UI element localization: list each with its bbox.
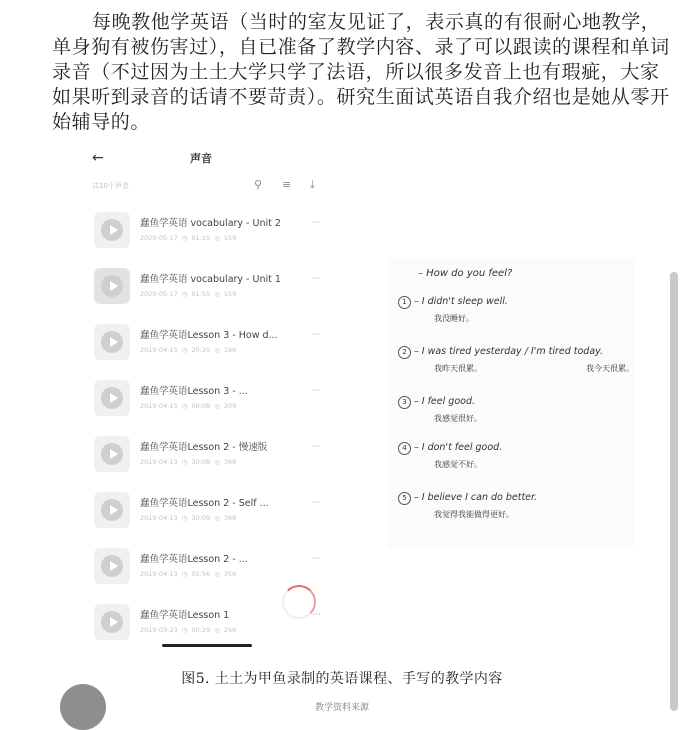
more-icon[interactable]: ···	[312, 274, 321, 284]
note-number: 5	[398, 492, 411, 505]
more-icon[interactable]: ···	[312, 386, 321, 396]
clock-icon: ◷	[181, 570, 188, 578]
track-plays: 368	[223, 514, 237, 522]
track-plays: 356	[223, 570, 237, 578]
track-meta	[140, 346, 240, 354]
track-duration: 06:08	[191, 402, 211, 410]
play-button[interactable]	[94, 436, 130, 472]
caption-subline: 教学资料来源	[314, 703, 369, 713]
track-name: 蠢鱼学英语Lesson 1	[140, 610, 230, 621]
note-english: – I believe I can do better.	[414, 492, 538, 503]
track-name: 蠢鱼学英语 vocabulary - Unit 2	[140, 218, 281, 229]
track-row[interactable]	[78, 206, 340, 254]
play-icon	[101, 499, 123, 521]
note-english: – I feel good.	[414, 396, 475, 407]
track-date: 2020-05-17	[140, 290, 178, 298]
track-plays: 159	[223, 290, 237, 298]
track-date: 2020-05-17	[140, 234, 178, 242]
play-button[interactable]	[94, 324, 130, 360]
play-icon	[101, 387, 123, 409]
note-number: 1	[398, 296, 411, 309]
track-duration: 20:20	[191, 346, 211, 354]
notes-question: – How do you feel?	[418, 268, 513, 279]
clock-icon: ◷	[181, 458, 188, 466]
more-icon[interactable]: ···	[312, 610, 321, 620]
headphone-icon: ◎	[214, 402, 220, 410]
track-row[interactable]	[78, 318, 340, 366]
headphone-icon: ◎	[214, 290, 220, 298]
track-meta	[140, 234, 240, 242]
track-name: 蠢鱼学英语Lesson 2 - 慢速版	[140, 442, 268, 453]
play-icon	[101, 611, 123, 633]
play-button[interactable]	[94, 268, 130, 304]
home-indicator	[162, 644, 252, 647]
headphone-icon: ◎	[214, 458, 220, 466]
note-chinese: 我没睡好。	[434, 314, 474, 323]
track-name: 蠢鱼学英语Lesson 3 - ...	[140, 386, 248, 397]
screen-title: 声音	[190, 152, 212, 165]
note-number: 3	[398, 396, 411, 409]
clock-icon: ◷	[181, 402, 188, 410]
note-chinese: 我觉得我能做得更好。	[434, 510, 514, 519]
headphone-icon: ◎	[214, 626, 220, 634]
handwritten-notes	[388, 258, 634, 548]
note-number: 4	[398, 442, 411, 455]
play-button[interactable]	[94, 548, 130, 584]
clock-icon: ◷	[181, 290, 188, 298]
headphone-icon: ◎	[214, 514, 220, 522]
arrow-left-icon[interactable]: ←	[92, 150, 104, 166]
track-duration: 01:15	[191, 234, 211, 242]
track-plays: 256	[223, 626, 237, 634]
note-number: 2	[398, 346, 411, 359]
play-icon	[101, 443, 123, 465]
track-date: 2019-04-15	[140, 402, 178, 410]
track-plays: 209	[223, 402, 237, 410]
note-chinese: 我感觉很好。	[434, 414, 482, 423]
track-date: 2019-04-13	[140, 514, 178, 522]
clock-icon: ◷	[181, 514, 188, 522]
track-date: 2019-04-13	[140, 570, 178, 578]
download-icon[interactable]: ⤓	[310, 178, 315, 191]
headphone-icon: ◎	[214, 346, 220, 354]
track-plays: 159	[223, 234, 237, 242]
more-icon[interactable]: ···	[312, 554, 321, 564]
more-icon[interactable]: ···	[312, 330, 321, 340]
play-button[interactable]	[94, 212, 130, 248]
note-english: – I don't feel good.	[414, 442, 503, 453]
track-name: 蠢鱼学英语Lesson 2 - ...	[140, 554, 248, 565]
track-row[interactable]	[78, 486, 340, 534]
sort-icon[interactable]: ≡	[282, 178, 292, 191]
track-name: 蠢鱼学英语Lesson 3 - How d...	[140, 330, 278, 341]
play-icon	[101, 275, 123, 297]
track-duration: 05:56	[191, 570, 211, 578]
track-duration: 00:29	[191, 626, 211, 634]
track-meta	[140, 626, 240, 634]
clock-icon: ◷	[181, 626, 188, 634]
track-date: 2019-04-15	[140, 346, 178, 354]
note-english: – I was tired yesterday / I'm tired today.	[414, 346, 604, 357]
track-duration: 30:09	[191, 514, 211, 522]
track-meta	[140, 290, 240, 298]
more-icon[interactable]: ···	[312, 498, 321, 508]
search-icon[interactable]: ⚲	[254, 178, 263, 191]
headphone-icon: ◎	[214, 570, 220, 578]
track-meta	[140, 402, 240, 410]
track-row[interactable]	[78, 542, 340, 590]
headphone-icon: ◎	[214, 234, 220, 242]
play-icon	[101, 219, 123, 241]
note-chinese: 我感觉不好。	[434, 460, 482, 469]
note-chinese: 我昨天很累。	[434, 364, 482, 373]
paragraph-text: 每晚教他学英语（当时的室友见证了，表示真的有很耐心地教学，单身狗有被伤害过），自已准备了教学内容、录了可以跟读的课程和单词录音（不过因为土土大学只学了法语，所以很多发音上也有瑕疵，大家如果听到录音的话请不要苛责）。研究生面试英语自我介绍也是她从零开始辅导的。	[52, 11, 670, 133]
track-meta	[140, 514, 240, 522]
loading-spinner	[282, 585, 316, 619]
track-row[interactable]	[78, 262, 340, 310]
floating-button[interactable]	[60, 684, 106, 730]
play-button[interactable]	[94, 492, 130, 528]
more-icon[interactable]: ···	[312, 218, 321, 228]
track-name: 蠢鱼学英语Lesson 2 - Self ...	[140, 498, 269, 509]
figure-caption: 图5. 土土为甲鱼录制的英语课程、手写的教学内容	[181, 671, 503, 687]
track-name: 蠢鱼学英语 vocabulary - Unit 1	[140, 274, 281, 285]
track-date: 2019-04-13	[140, 458, 178, 466]
track-duration: 30:08	[191, 458, 211, 466]
play-icon	[101, 331, 123, 353]
scrollbar[interactable]	[670, 272, 678, 711]
body-paragraph	[52, 10, 672, 135]
track-plays: 368	[223, 458, 237, 466]
track-meta	[140, 570, 240, 578]
track-row[interactable]	[78, 430, 340, 478]
track-count: 共10个声音	[92, 182, 129, 190]
play-button[interactable]	[94, 380, 130, 416]
track-row[interactable]	[78, 374, 340, 422]
more-icon[interactable]: ···	[312, 442, 321, 452]
note-english: – I didn't sleep well.	[414, 296, 508, 307]
note-chinese-alt: 我今天很累。	[586, 364, 634, 373]
play-icon	[101, 555, 123, 577]
play-button[interactable]	[94, 604, 130, 640]
track-date: 2019-03-23	[140, 626, 178, 634]
track-plays: 166	[223, 346, 237, 354]
track-meta	[140, 458, 240, 466]
phone-screenshot	[78, 140, 340, 650]
clock-icon: ◷	[181, 346, 188, 354]
track-duration: 01:50	[191, 290, 211, 298]
clock-icon: ◷	[181, 234, 188, 242]
